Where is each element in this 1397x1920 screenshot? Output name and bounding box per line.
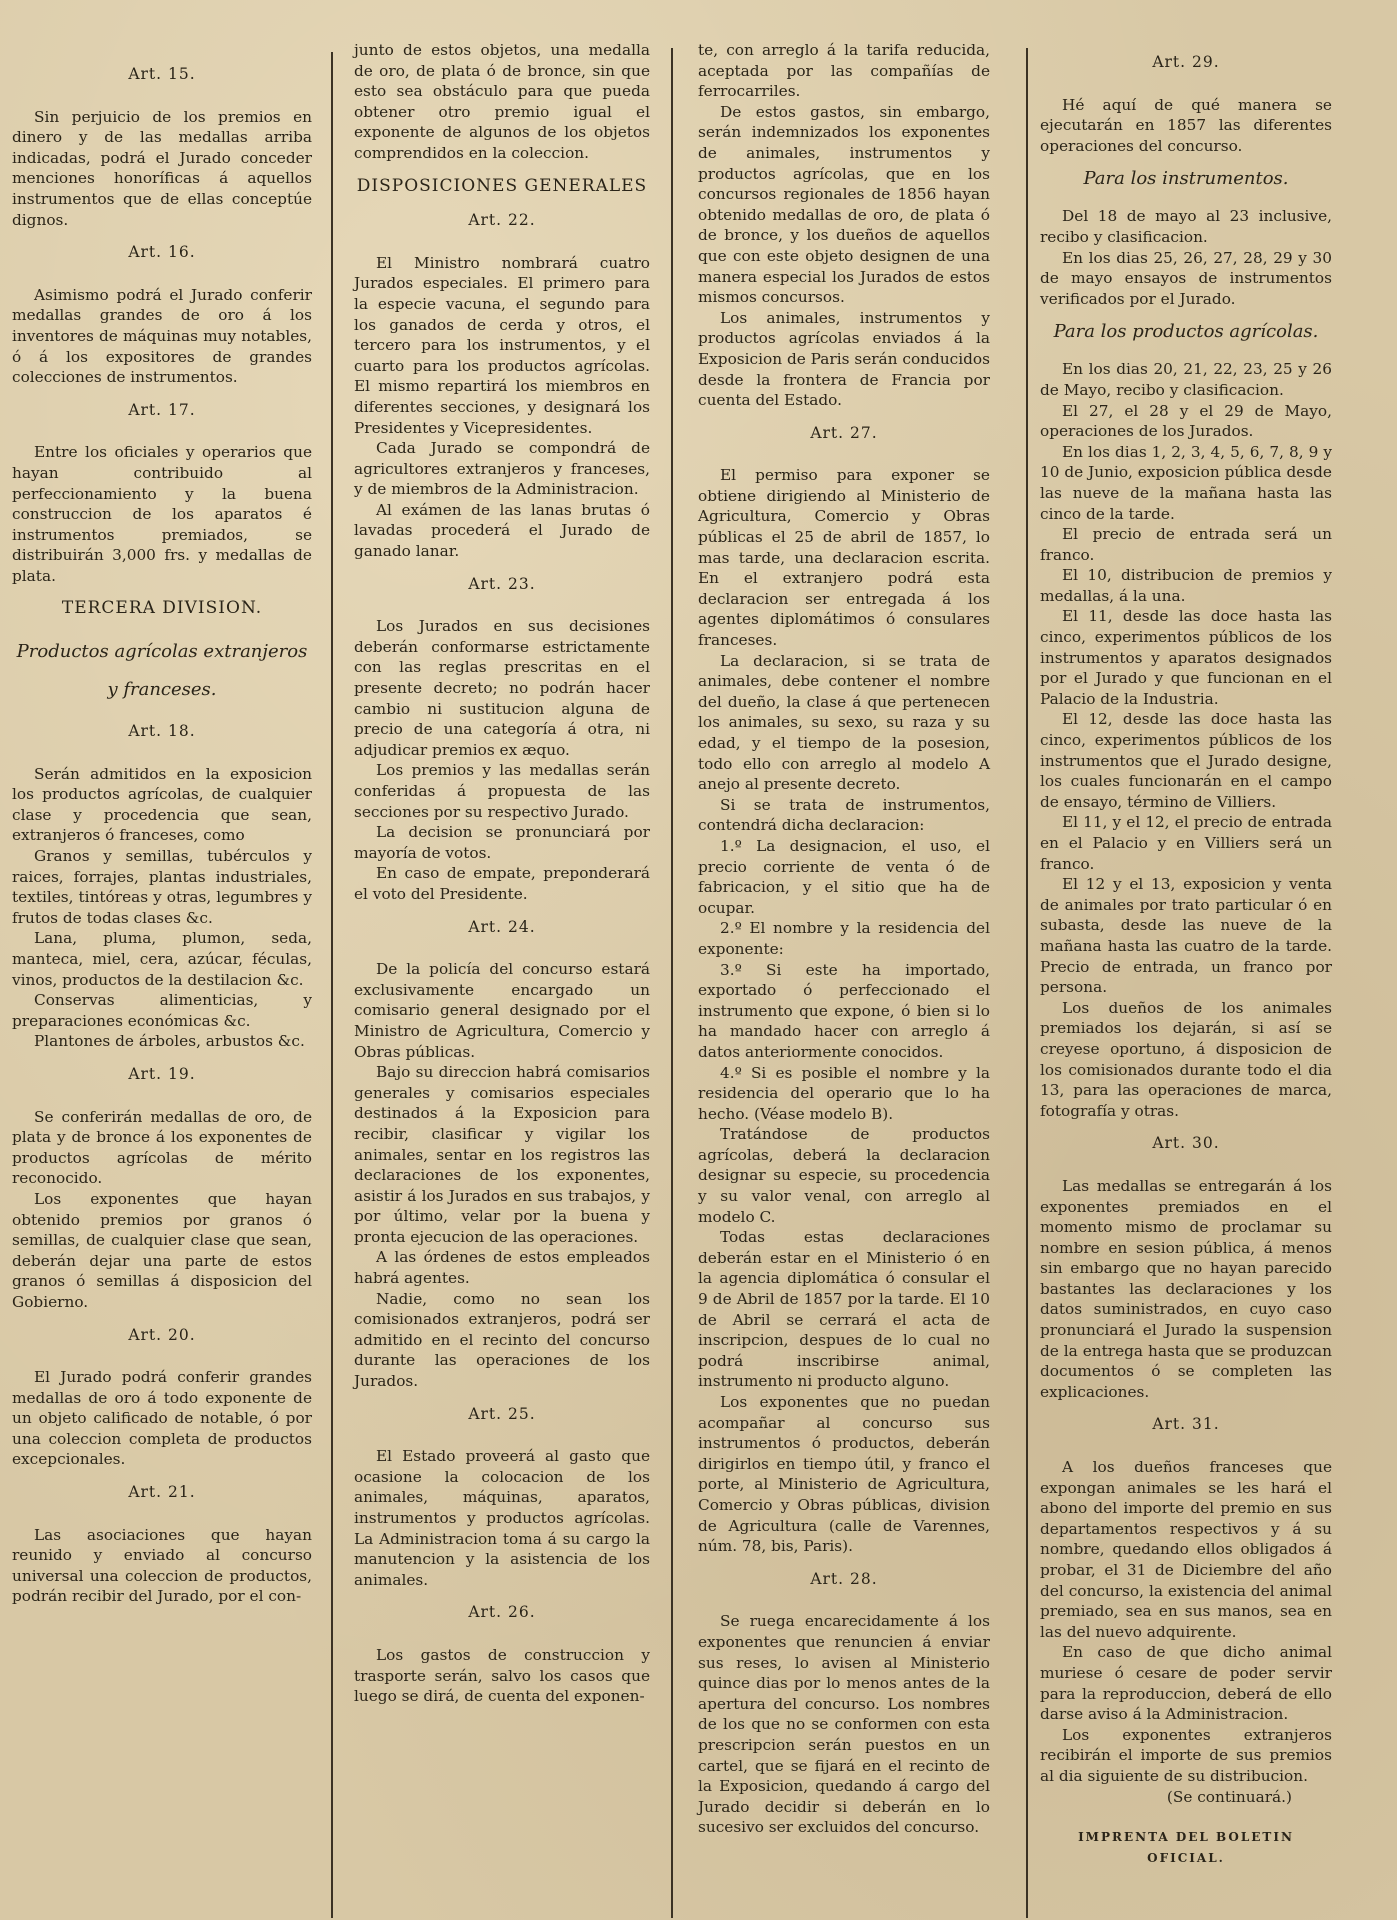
subsection-heading: Para los instrumentos. — [1083, 168, 1289, 190]
paragraph: Hé aquí de qué manera se ejecutarán en 1857 las diferentes operaciones del concurso. — [1040, 95, 1332, 155]
article-heading: Art. 17. — [128, 400, 196, 419]
paragraph: En los dias 1, 2, 3, 4, 5, 6, 7, 8, 9 y 10 de Junio, exposicion pública desde las nueve de la mañana hasta las cinco de la tarde. — [1040, 442, 1332, 523]
paragraph: De la policía del concurso estará exclusivamente encargado un comisario general designado por el Ministro de Agricultura, Comercio y Obras públicas. — [354, 960, 650, 1061]
paragraph: La declaracion, si se trata de animales, debe contener el nombre del dueño, la clase á que pertenecen los animales, su sexo, su raza y su edad, y el tiempo de la posesion, todo ello con arreglo al modelo A anejo al presente decreto. — [698, 651, 990, 794]
subsection-heading: Productos agrícolas extranjeros y franceses. — [16, 641, 308, 701]
column-4 — [1040, 40, 1332, 1912]
paragraph: Asimismo podrá el Jurado conferir medallas grandes de oro á los inventores de máquinas muy notables, ó á los expositores de grandes colecciones de instrumentos. — [12, 285, 312, 387]
article-heading: Art. 16. — [128, 243, 196, 262]
paragraph: En los dias 20, 21, 22, 23, 25 y 26 de Mayo, recibo y clasificacion. — [1040, 360, 1332, 399]
paragraph: El 12 y el 13, exposicion y venta de animales por trato particular ó en subasta, desde las nueve de la mañana hasta las cuatro de la tarde. Precio de entrada, un franco por persona. — [1040, 875, 1332, 997]
article-heading: Art. 23. — [468, 574, 536, 593]
paragraph: El Ministro nombrará cuatro Jurados especiales. El primero para la especie vacuna, el segundo para los ganados de cerda y otros, el tercero para los instrumentos, y el cuarto para los productos agrícolas. El mismo repartirá los miembros en diferentes secciones, y designará los Presidentes y Vicepresidentes. — [354, 253, 650, 437]
paragraph: 4.º Si es posible el nombre y la residencia del operario que lo ha hecho. (Véase modelo B). — [698, 1063, 990, 1123]
paragraph: Sin perjuicio de los premios en dinero y de las medallas arriba indicadas, podrá el Jurado conceder menciones honoríficas á aquellos instrumentos que de ellas conceptúe dignos. — [12, 107, 312, 229]
article-heading: Art. 24. — [468, 917, 536, 936]
article-heading: Art. 21. — [128, 1483, 196, 1502]
paragraph: Lana, pluma, plumon, seda, manteca, miel, cera, azúcar, féculas, vinos, productos de la destilacion &c. — [12, 929, 312, 989]
paragraph: El 11, y el 12, el precio de entrada en el Palacio y en Villiers será un franco. — [1040, 813, 1332, 873]
section-heading: DISPOSICIONES GENERALES — [356, 175, 648, 196]
paragraph: Plantones de árboles, arbustos &c. — [34, 1032, 305, 1051]
paragraph: Las medallas se entregarán á los exponentes premiados en el momento mismo de proclamar su nombre en sesion pública, á menos sin embargo que no hayan parecido bastantes las declaraciones y los datos suministrados, en cuyo caso pronunciará el Jurado la suspension de la entrega hasta que se produzcan documentos ó se completen las explicaciones. — [1040, 1176, 1332, 1401]
paragraph: En los dias 25, 26, 27, 28, 29 y 30 de mayo ensayos de instrumentos verificados por el Jurado. — [1040, 248, 1332, 308]
imprint-line: IMPRENTA DEL BOLETIN OFICIAL. — [1078, 1830, 1294, 1865]
article-heading: Art. 19. — [128, 1064, 196, 1083]
paragraph: Al exámen de las lanas brutas ó lavadas procederá el Jurado de ganado lanar. — [354, 500, 650, 561]
paragraph: En caso de que dicho animal muriese ó cesare de poder servir para la reproduccion, deberá de ello darse aviso á la Administracion. — [1040, 1643, 1332, 1724]
paragraph: Todas estas declaraciones deberán estar en el Ministerio ó en la agencia diplomática ó consular el 9 de Abril de 1857 por la tarde. El 10 de Abril se cerrará el acta de inscripcion, despues de lo cual no podrá inscribirse animal, instrumento ni producto alguno. — [698, 1228, 990, 1391]
paragraph: Los gastos de construccion y trasporte serán, salvo los casos que luego se dirá, de cuenta del exponen- — [354, 1645, 650, 1706]
paragraph: El Estado proveerá al gasto que ocasione la colocacion de los animales, máquinas, aparatos, instrumentos y productos agrícolas. La Administracion toma á su cargo la manutencion y la asistencia de los animales. — [354, 1447, 650, 1589]
column-1 — [12, 52, 312, 1912]
paragraph: 3.º Si este ha importado, exportado ó perfeccionado el instrumento que expone, ó bien si lo ha mandado hacer con arreglo á datos anteriormente conocidos. — [698, 960, 990, 1061]
paragraph: Se ruega encarecidamente á los exponentes que renuncien á enviar sus reses, lo avisen al Ministerio quince dias por lo menos antes de la apertura del concurso. Los nombres de los que no se conformen con esta prescripcion serán puestos en un cartel, que se fijará en el recinto de la Exposicion, quedando á cargo del Jurado decidir si deberán en lo sucesivo ser excluidos del concurso. — [698, 1612, 990, 1837]
paragraph: El permiso para exponer se obtiene dirigiendo al Ministerio de Agricultura, Comercio y Obras públicas el 25 de abril de 1857, lo mas tarde, una declaracion escrita. En el extranjero podrá esta declaracion ser entregada á los agentes diplomátimos ó consulares franceses. — [698, 466, 990, 650]
paragraph: Los exponentes que no puedan acompañar al concurso sus instrumentos ó productos, deberán dirigirlos en tiempo útil, y franco el porte, al Ministerio de Agricultura, Comercio y Obras públicas, division de Agricultura (calle de Varennes, núm. 78, bis, Paris). — [698, 1393, 990, 1556]
paragraph: Granos y semillas, tubérculos y raices, forrajes, plantas industriales, textiles, tintóreas y otras, legumbres y frutos de todas clases &c. — [12, 847, 312, 927]
paragraph-continued: te, con arreglo á la tarifa reducida, aceptada por las compañías de ferrocarriles. — [698, 41, 990, 101]
paragraph: Conservas alimenticias, y preparaciones económicas &c. — [12, 991, 312, 1030]
section-heading: TERCERA DIVISION. — [61, 598, 263, 619]
paragraph: 2.º El nombre y la residencia del exponente: — [698, 919, 990, 958]
paragraph: Los exponentes que hayan obtenido premios por granos ó semillas, de cualquier clase que sean, deberán dejar una parte de estos granos ó semillas á disposicion del Gobierno. — [12, 1189, 312, 1311]
paragraph: El 10, distribucion de premios y medallas, á la una. — [1040, 566, 1332, 605]
paragraph: El 12, desde las doce hasta las cinco, experimentos públicos de los instrumentos que el Jurado designe, los cuales funcionarán en el campo de ensayo, término de Villiers. — [1040, 710, 1332, 811]
paragraph: El Jurado podrá conferir grandes medallas de oro á todo exponente de un objeto calificado de notable, ó por una coleccion completa de productos excepcionales. — [12, 1368, 312, 1469]
column-rule — [1026, 48, 1028, 1918]
paragraph: A las órdenes de estos empleados habrá agentes. — [354, 1248, 650, 1288]
paragraph: El 27, el 28 y el 29 de Mayo, operaciones de los Jurados. — [1040, 401, 1332, 441]
paragraph: Los exponentes extranjeros recibirán el importe de sus premios al dia siguiente de su distribucion. — [1040, 1725, 1332, 1785]
paragraph: Los premios y las medallas serán conferidas á propuesta de las secciones por su respectivo Jurado. — [354, 761, 650, 821]
paragraph: Del 18 de mayo al 23 inclusive, recibo y clasificacion. — [1040, 207, 1332, 246]
paragraph: Las asociaciones que hayan reunido y enviado al concurso universal una coleccion de productos, podrán recibir del Jurado, por el con- — [12, 1525, 312, 1606]
article-heading: Art. 29. — [1152, 53, 1220, 71]
paragraph-continued: junto de estos objetos, una medalla de oro, de plata ó de bronce, sin que esto sea obstáculo para que pueda obtener otro premio igual el exponente de algunos de los objetos comprendidos en la coleccion. — [354, 41, 650, 162]
paragraph: Tratándose de productos agrícolas, deberá la declaracion designar su especie, su procedencia y su valor venal, con arreglo al modelo C. — [698, 1125, 990, 1226]
paragraph: Serán admitidos en la exposicion los productos agrícolas, de cualquier clase y procedencia que sean, extranjeros ó franceses, como — [12, 764, 312, 845]
paragraph: De estos gastos, sin embargo, serán indemnizados los exponentes de animales, instrumentos y productos agrícolas, que en los concursos regionales de 1856 hayan obtenido medallas de oro, de plata ó de bronce, y los dueños de aquellos que con este objeto designen de una manera especial los Jurados de estos mismos concursos. — [698, 102, 990, 307]
article-heading: Art. 26. — [468, 1603, 536, 1622]
paragraph: A los dueños franceses que expongan animales se les hará el abono del importe del premio en sus departamentos respectivos y á su nombre, quedando ellos obligados á probar, el 31 de Diciembre del año del concurso, la existencia del animal premiado, sea en sus manos, sea en las del nuevo adquirente. — [1040, 1458, 1332, 1641]
article-heading: Art. 30. — [1152, 1134, 1220, 1153]
paragraph: Si se trata de instrumentos, contendrá dicha declaracion: — [698, 795, 990, 835]
article-heading: Art. 25. — [468, 1404, 536, 1423]
paragraph: Los animales, instrumentos y productos agrícolas enviados á la Exposicion de Paris serán conducidos desde la frontera de Francia por cuenta del Estado. — [698, 308, 990, 410]
article-heading: Art. 28. — [810, 1569, 878, 1588]
paragraph: Entre los oficiales y operarios que hayan contribuido al perfeccionamiento y la buena construccion de los aparatos é instrumentos premiados, se distribuirán 3,000 frs. y medallas de plata. — [12, 443, 312, 585]
article-heading: Art. 27. — [810, 423, 878, 442]
paragraph: El precio de entrada será un franco. — [1040, 525, 1332, 564]
paragraph: Los dueños de los animales premiados los dejarán, si así se creyese oportuno, á disposicion de los comisionados durante todo el dia 13, para las operaciones de marca, fotografía y otras. — [1040, 998, 1332, 1120]
paragraph: 1.º La designacion, el uso, el precio corriente de venta ó de fabricacion, y el sitio que ha de ocupar. — [698, 836, 990, 917]
column-2 — [354, 40, 650, 1912]
article-heading: Art. 18. — [128, 722, 196, 741]
article-heading: Art. 31. — [1152, 1415, 1220, 1434]
column-rule — [671, 48, 673, 1918]
subsection-heading: Para los productos agrícolas. — [1053, 321, 1319, 343]
paragraph: Bajo su direccion habrá comisarios generales y comisarios especiales destinados á la Exposicion para recibir, clasificar y vigilar los animales, sentar en los registros las declaraciones de los exponentes, asistir á los Jurados en sus trabajos, y por último, velar por la buena y pronta ejecucion de las operaciones. — [354, 1063, 650, 1246]
article-heading: Art. 22. — [468, 211, 536, 230]
paragraph: Nadie, como no sean los comisionados extranjeros, podrá ser admitido en el recinto del concurso durante las operaciones de los Jurados. — [354, 1289, 650, 1391]
paragraph: Se conferirán medallas de oro, de plata y de bronce á los exponentes de productos agrícolas de mérito reconocido. — [12, 1107, 312, 1188]
column-rule — [331, 52, 333, 1918]
column-3 — [698, 40, 990, 1912]
paragraph: Cada Jurado se compondrá de agricultores extranjeros y franceses, y de miembros de la Administracion. — [354, 439, 650, 499]
paragraph: El 11, desde las doce hasta las cinco, experimentos públicos de los instrumentos y aparatos designados por el Jurado y que funcionan en el Palacio de la Industria. — [1040, 607, 1332, 708]
paragraph: Los Jurados en sus decisiones deberán conformarse estrictamente con las reglas prescritas en el presente decreto; no podrán hacer cambio ni sustitucion alguna de precio de una categoría á otra, ni adjudicar premios ex æquo. — [354, 617, 650, 759]
article-heading: Art. 15. — [128, 65, 196, 83]
paragraph: En caso de empate, preponderará el voto del Presidente. — [354, 864, 650, 903]
continuation-note: (Se continuará.) — [1166, 1787, 1292, 1806]
article-heading: Art. 20. — [128, 1325, 196, 1344]
paragraph: La decision se pronunciará por mayoría de votos. — [354, 823, 650, 862]
